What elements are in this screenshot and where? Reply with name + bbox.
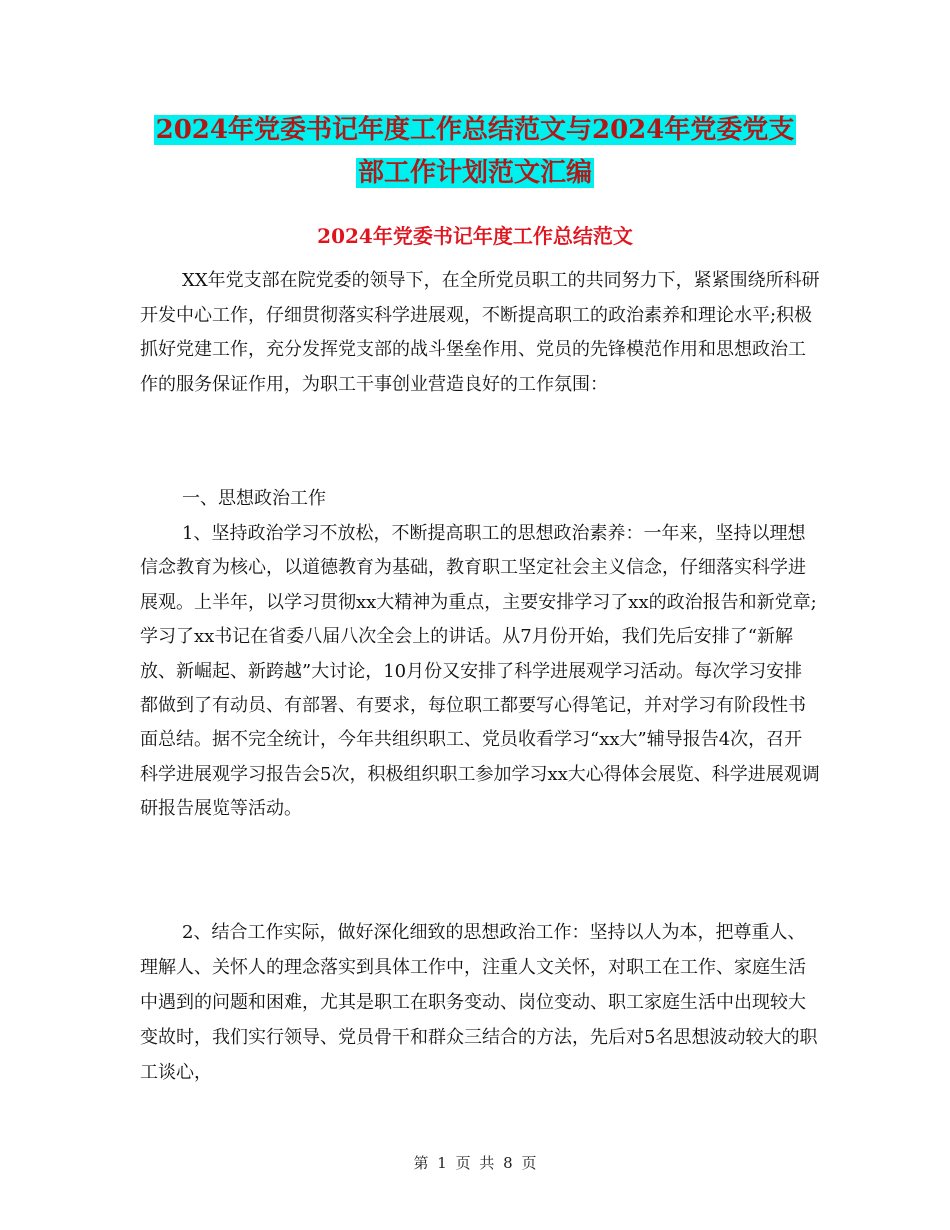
paragraph-text: 1、坚持政治学习不放松，不断提高职工的思想政治素养：一年来，坚持以理想信念教育为核心，以道德教育为基础，教育职工坚定社会主义信念，仔细落实科学进展观。上半年，以学习贯彻xx大精神为重点，主要安排学习了xx的政治报告和新党章;学习了xx书记在省委八届八次全会上的讲话。从7月份开始，我们先后安排了“新解放、新崛起、新跨越”大讨论，10月份又安排了科学进展观学习活动。每次学习安排都做到了有动员、有部署、有要求，每位职工都要写心得笔记，并对学习有阶段性书面总结。据不完全统计，今年共组织职工、党员收看学习“xx大”辅导报告4次，召开科学进展观学习报告会5次，积极组织职工参加学习xx大心得体会展览、科学进展观调研报告展览等活动。 (140, 523, 820, 820)
document-title-line-1-text: 2024年党委书记年度工作总结范文与2024年党委党支 (155, 115, 795, 145)
body-heading-ideology (140, 482, 820, 516)
page-footer: 第 1 页 共 8 页 (413, 1154, 537, 1172)
heading-text: 一、思想政治工作 (182, 488, 326, 509)
paragraph-text: 2、结合工作实际，做好深化细致的思想政治工作：坚持以人为本，把尊重人、理解人、关怀人的理念落实到具体工作中，注重人文关怀，对职工在工作、家庭生活中遇到的问题和困难，尤其是职工在职务变动、岗位变动、职工家庭生活中出现较大变故时，我们实行领导、党员骨干和群众三结合的方法，先后对5名思想波动较大的职工谈心， (140, 922, 818, 1083)
body-paragraph-1 (140, 517, 820, 827)
section-title: 2024年党委书记年度工作总结范文 (317, 224, 633, 248)
paragraph-text: XX年党支部在院党委的领导下，在全所党员职工的共同努力下，紧紧围绕所科研开发中心工作，仔细贯彻落实科学进展观，不断提高职工的政治素养和理论水平;积极抓好党建工作，充分发挥党支部的战斗堡垒作用、党员的先锋模范作用和思想政治工作的服务保证作用，为职工干事创业营造良好的工作氛围： (140, 270, 820, 395)
body-paragraph-2 (140, 915, 820, 1090)
document-title-line-2-text: 部工作计划范文汇编 (357, 158, 592, 188)
document-title-line-2 (0, 153, 950, 193)
body-paragraph-intro (140, 264, 820, 402)
document-title-line-1 (0, 110, 950, 150)
